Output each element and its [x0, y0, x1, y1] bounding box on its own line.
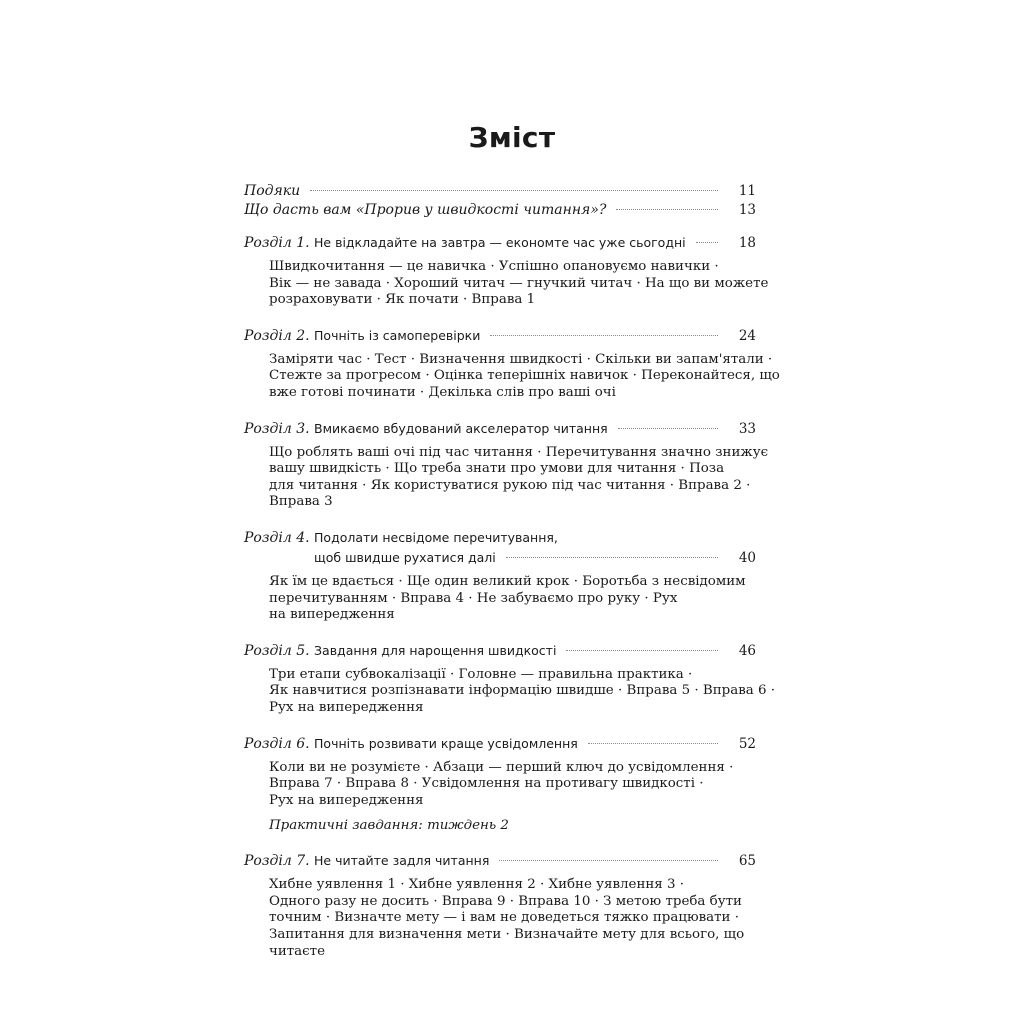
toc-chapter-7 [244, 851, 756, 960]
dot-leader [588, 743, 718, 744]
chapter-topics [269, 666, 776, 717]
chapter-topics [269, 573, 746, 624]
topic-line: читаєте [269, 943, 326, 959]
table-of-contents [244, 182, 780, 960]
topic-line: Вік — не завада · Хороший читач — гнучкий читач · На що ви можете [269, 275, 769, 291]
toc-page-number: 13 [738, 202, 756, 218]
chapter-title: Вмикаємо вбудований акселератор читання [314, 420, 608, 436]
topic-line: вашу швидкість · Що треба знати про умови для читання · Поза [269, 461, 725, 477]
topic-line: Хибне уявлення 1 · Хибне уявлення 2 · Хибне уявлення 3 · [269, 877, 685, 893]
toc-chapter-3 [244, 419, 769, 511]
topic-line: на випередження [269, 607, 395, 623]
dot-leader [618, 428, 718, 429]
chapter-prefix: Розділ 6. [244, 735, 310, 752]
topic-line: Як навчитися розпізнавати інформацію швидше · Вправа 5 · Вправа 6 · [269, 683, 776, 699]
toc-chapter-2 [244, 326, 780, 402]
chapter-title: Почніть із самоперевірки [314, 327, 481, 343]
dot-leader [499, 860, 718, 861]
topic-line: Вправа 3 [269, 494, 333, 510]
toc-entry-label: Подяки [244, 183, 301, 199]
chapter-topics [269, 759, 734, 810]
chapter-topics [269, 351, 780, 402]
topic-line: Що роблять ваші очі під час читання · Перечитування значно знижує [269, 444, 769, 460]
chapter-prefix: Розділ 3. [244, 420, 310, 437]
toc-chapter-4 [244, 528, 756, 624]
topic-line: Як їм це вдається · Ще один великий крок · Боротьба з несвідомим [269, 573, 746, 589]
dot-leader [696, 242, 718, 243]
dot-leader [506, 557, 718, 558]
topic-line: Вправа 7 · Вправа 8 · Усвідомлення на противагу швидкості · [269, 776, 704, 792]
topic-line: точним · Визначте мету — і вам не доведеться тяжко працювати · [269, 910, 739, 926]
chapter-topics [269, 877, 745, 960]
topic-line: Коли ви не розумієте · Абзаци — перший ключ до усвідомлення · [269, 759, 734, 775]
chapter-prefix: Розділ 2. [244, 327, 310, 344]
toc-page-number: 11 [738, 183, 756, 199]
toc-page-number: 18 [738, 235, 756, 251]
topic-line: Заміряти час · Тест · Визначення швидкості · Скільки ви запам'ятали · [269, 351, 773, 367]
topic-line: Рух на випередження [269, 792, 424, 808]
toc-page-number: 65 [738, 853, 756, 870]
toc-chapter-5 [244, 641, 776, 717]
toc-entry-label: Що дасть вам «Прорив у швидкості читання»? [244, 202, 607, 218]
dot-leader [490, 335, 718, 336]
topic-line: перечитуванням · Вправа 4 · Не забуваємо про руку · Рух [269, 590, 678, 606]
chapter-topics [269, 444, 769, 511]
practice-note: Практичні завдання: тиждень 2 [269, 818, 509, 834]
toc-page-number: 52 [738, 735, 756, 752]
topic-line: розраховувати · Як почати · Вправа 1 [269, 292, 536, 308]
toc-entry-introduction [244, 201, 756, 220]
chapter-topics [269, 259, 769, 309]
toc-chapter-1 [244, 233, 769, 309]
chapter-title: Не читайте задля читання [314, 853, 490, 869]
dot-leader [566, 650, 718, 651]
chapter-title-continued: щоб швидше рухатися далі [314, 549, 496, 565]
chapter-title: Почніть розвивати краще усвідомлення [314, 735, 578, 751]
chapter-prefix: Розділ 5. [244, 642, 310, 659]
chapter-title: Завдання для нарощення швидкості [314, 642, 557, 658]
toc-page-number: 40 [738, 549, 756, 566]
topic-line: Три етапи субвокалізації · Головне — правильна практика · [269, 666, 693, 682]
page-title: Зміст [468, 121, 556, 154]
topic-line: Одного разу не досить · Вправа 9 · Вправа 10 · З метою треба бути [269, 893, 742, 909]
topic-line: для читання · Як користуватися рукою під час читання · Вправа 2 · [269, 477, 751, 493]
topic-line: Рух на випередження [269, 699, 424, 715]
topic-line: Швидкочитання — це навичка · Успішно опановуємо навички · [269, 259, 719, 274]
chapter-prefix: Розділ 1. [244, 235, 310, 251]
chapter-title: Подолати несвідоме перечитування, [314, 529, 558, 545]
topic-line: вже готові починати · Декілька слів про ваші очі [269, 384, 616, 400]
toc-page-number: 33 [738, 420, 756, 437]
toc-page-number: 46 [738, 642, 756, 659]
topic-line: Запитання для визначення мети · Визначайте мету для всього, що [269, 927, 745, 943]
toc-chapter-6 [244, 734, 756, 835]
toc-entry-acknowledgements [244, 182, 756, 201]
chapter-prefix: Розділ 4. [244, 529, 310, 546]
chapter-title: Не відкладайте на завтра — економте час уже сьогодні [314, 235, 686, 250]
dot-leader [310, 190, 718, 191]
dot-leader [616, 209, 718, 210]
topic-line: Стежте за прогресом · Оцінка теперішніх навичок · Переконайтеся, що [269, 368, 780, 384]
chapter-prefix: Розділ 7. [244, 853, 310, 870]
toc-page-number: 24 [738, 327, 756, 344]
